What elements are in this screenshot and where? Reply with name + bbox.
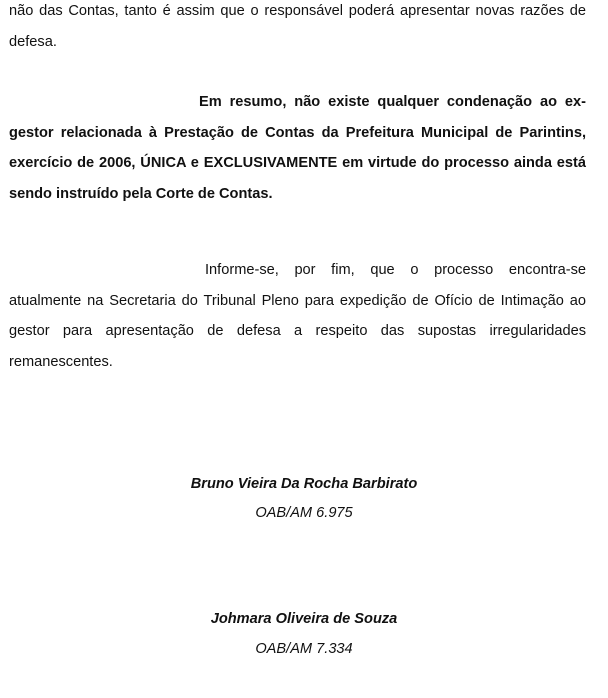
- signature-oab-2: OAB/AM 7.334: [255, 641, 353, 657]
- signature-oab-1: OAB/AM 6.975: [255, 505, 353, 521]
- paragraph-summary: [9, 87, 586, 209]
- paragraph-summary-text: Em resumo, não existe qualquer condenação ao ex-gestor relacionada à Prestação de Contas da Prefeitura Municipal de Parintins, exercício de 2006, ÚNICA e EXCLUSIVAMENTE em virtude do processo ainda está sendo instruído pela Corte de Contas.: [9, 94, 586, 202]
- signature-name-2: Johmara Oliveira de Souza: [210, 611, 398, 627]
- signature-name-1: Bruno Vieira Da Rocha Barbirato: [190, 476, 418, 492]
- paragraph-inform: [9, 255, 586, 377]
- paragraph-defense-reasons: não das Contas, tanto é assim que o responsável poderá apresentar novas razões de defesa.: [9, 3, 586, 50]
- paragraph-inform-text: Informe-se, por fim, que o processo encontra-se atualmente na Secretaria do Tribunal Pleno para expedição de Ofício de Intimação ao gestor para apresentação de defesa a respeito das supostas irregularidades remanescentes.: [9, 262, 586, 370]
